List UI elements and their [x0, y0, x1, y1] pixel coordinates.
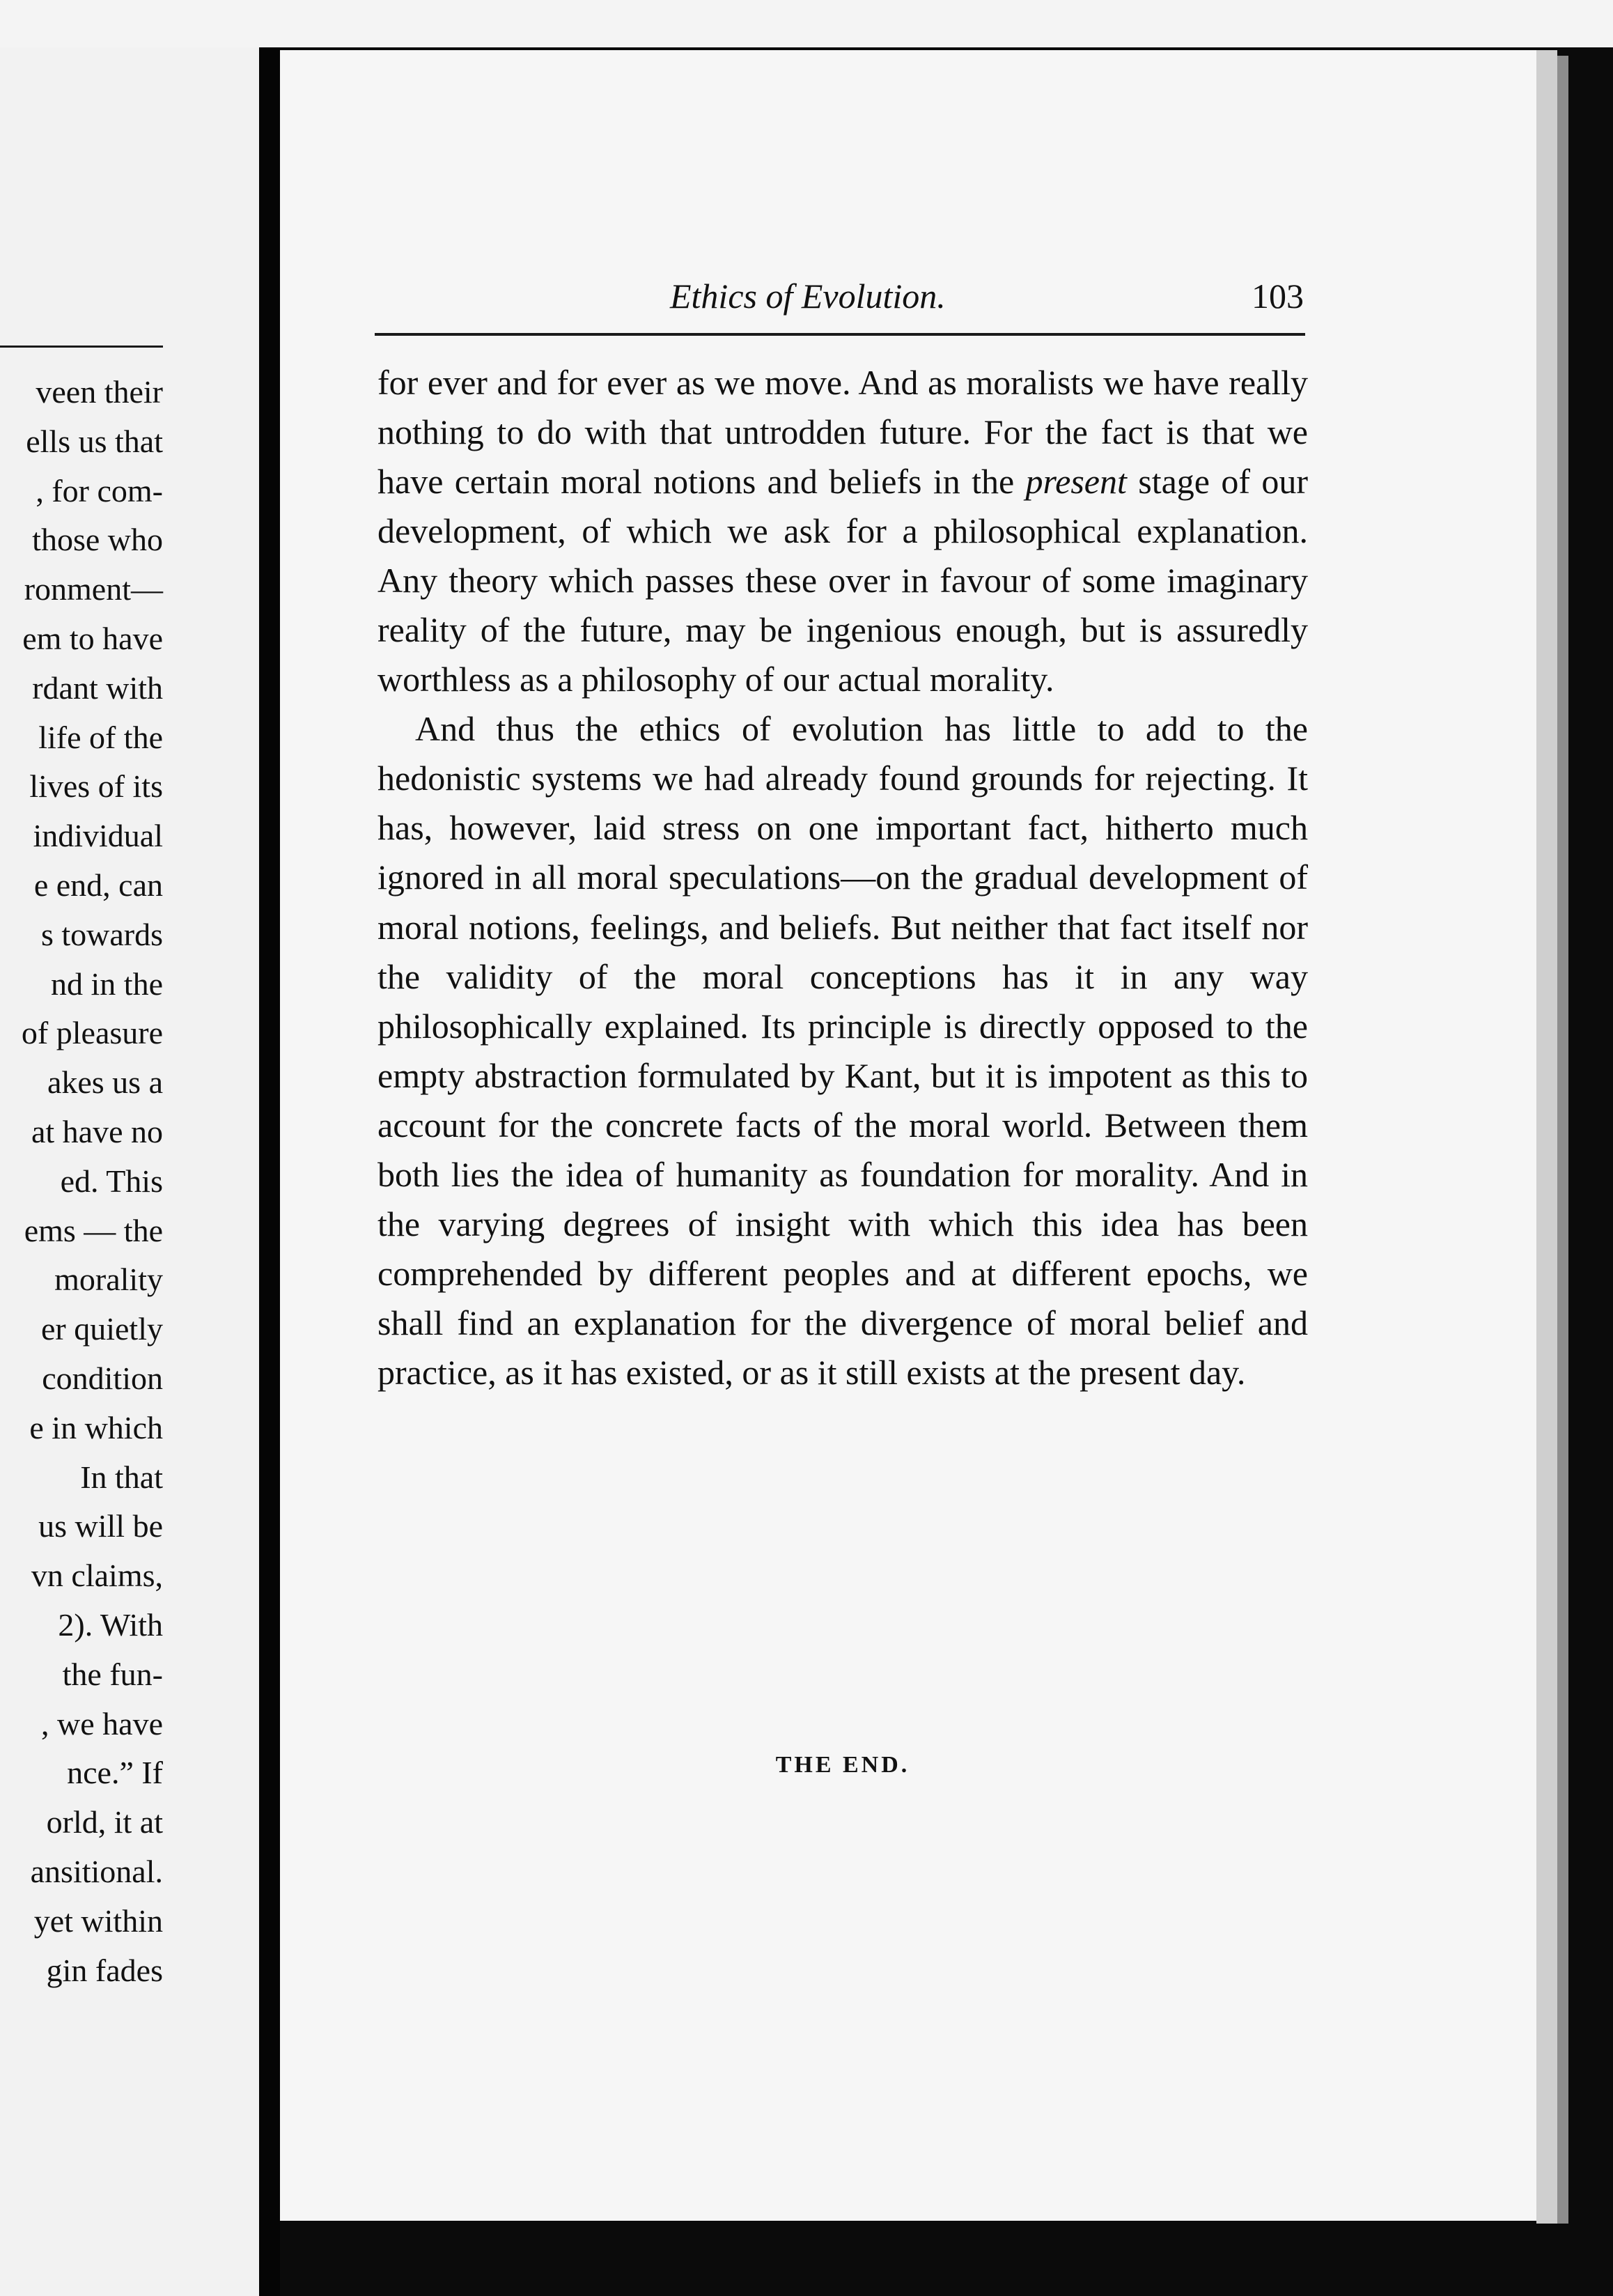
previous-page-line: ronment—: [24, 571, 163, 607]
previous-page-line: ells us that: [26, 423, 163, 459]
previous-page-line: ed. This: [60, 1163, 163, 1199]
previous-page-line: morality: [54, 1262, 163, 1298]
previous-page-line: veen their: [36, 374, 163, 410]
running-title: Ethics of Evolution.: [670, 277, 946, 316]
previous-page-line: nd in the: [51, 965, 163, 1002]
body-text: [377, 358, 1308, 1397]
previous-page-line: gin fades: [46, 1952, 163, 1988]
previous-page-line: yet within: [33, 1902, 163, 1939]
paragraph-2: And thus the ethics of evolution has little to add to the hedonistic systems we had already found grounds for rejecting. It has, however, laid stress on one important fact, hitherto much ignored in all moral speculations—on the gradual development of moral notions, feelings, and beliefs. But neither that fact itself nor the validity of the moral conceptions has it in any way philosophically explained. Its principle is directly opposed to the empty abstraction formulated by Kant, but it is impotent as this to account for the concrete facts of the moral world. Between them both lies the idea of humanity as foundation for morality. And in the varying degrees of insight with which this idea has been comprehended by different peoples and at different epochs, we shall find an explanation for the divergence of moral belief and practice, as it has existed, or as it still exists at the present day.: [377, 709, 1308, 1392]
previous-page-line: , we have: [41, 1705, 163, 1742]
previous-page-line: lives of its: [29, 768, 163, 805]
previous-page-line: individual: [33, 818, 163, 854]
previous-page-line: er quietly: [41, 1311, 163, 1347]
previous-page-text: [0, 368, 259, 1995]
previous-page-line: orld, it at: [46, 1804, 163, 1840]
running-head: [377, 272, 1304, 320]
previous-page-line: em to have: [22, 620, 163, 656]
previous-page-line: nce.” If: [67, 1755, 163, 1791]
previous-page-line: ems — the: [24, 1212, 163, 1248]
paragraph-1: [377, 358, 1308, 704]
previous-page-line: life of the: [38, 719, 163, 755]
previous-page-line: 2). With: [58, 1606, 163, 1643]
emphasis-present: present: [1025, 462, 1127, 502]
previous-page-line: us will be: [38, 1508, 163, 1544]
previous-page-line: of pleasure: [21, 1015, 163, 1051]
previous-page-line: ansitional.: [30, 1853, 163, 1889]
previous-page-line: , for com-: [36, 472, 163, 509]
previous-page-line: s towards: [40, 916, 163, 952]
previous-page-line: condition: [42, 1360, 163, 1396]
previous-page-line: e in which: [29, 1409, 163, 1445]
previous-page-line: those who: [32, 522, 163, 558]
page-edge-shadow: [1557, 56, 1568, 2224]
previous-page-header-rule: [0, 346, 163, 348]
previous-page-line: akes us a: [47, 1064, 163, 1101]
page-edge: [1536, 50, 1557, 2224]
previous-page-line: the fun-: [62, 1656, 163, 1692]
previous-page-line: e end, can: [33, 867, 163, 903]
previous-page-fragment: [0, 47, 259, 2296]
page-number: 103: [1252, 277, 1304, 316]
header-rule: [375, 333, 1305, 336]
scan-top-margin: [0, 0, 1613, 47]
the-end-label: THE END.: [775, 1752, 910, 1778]
book-gutter: [259, 47, 280, 2296]
paragraph-1-text: for ever and for ever as we move. And as moralists we have really nothing to do with that untrodden future. For the fact is that we have certain moral notions and beliefs in the: [377, 363, 1308, 502]
paragraph-1-text-continued: stage of our development, of which we ask for a philosophical explanation. Any theory which passes these over in favour of some imaginary reality of the future, may be ingenious enough, but is assuredly worthless as a philosophy of our actual morality.: [377, 462, 1308, 699]
previous-page-line: vn claims,: [31, 1558, 163, 1594]
previous-page-line: In that: [80, 1459, 163, 1495]
previous-page-line: rdant with: [32, 669, 163, 706]
previous-page-line: at have no: [31, 1113, 163, 1149]
